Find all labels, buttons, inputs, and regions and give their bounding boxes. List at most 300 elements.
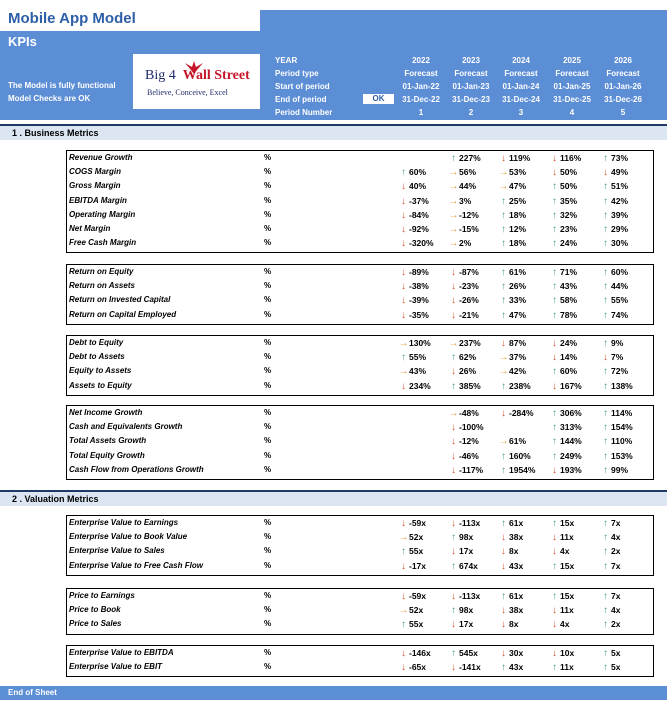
metric-value: 53% xyxy=(509,167,527,177)
trend-down-arrow-icon: ↓ xyxy=(451,518,456,529)
trend-up-arrow-icon: ↑ xyxy=(603,408,608,419)
metric-value: 2% xyxy=(459,238,472,248)
metric-value: 73% xyxy=(611,153,629,163)
trend-up-arrow-icon: ↑ xyxy=(603,281,608,292)
metric-value-cell xyxy=(600,151,650,165)
table-row xyxy=(67,559,653,573)
metric-unit: % xyxy=(264,561,272,570)
metric-value-cell xyxy=(448,350,498,364)
metric-label: Debt to Assets xyxy=(69,352,125,361)
trend-up-arrow-icon: ↑ xyxy=(501,295,506,306)
metric-label: Price to Sales xyxy=(69,619,122,628)
trend-up-arrow-icon: ↑ xyxy=(501,381,506,392)
logo-text-b: Wall Street xyxy=(182,68,250,83)
trend-right-arrow-icon: → xyxy=(498,167,509,178)
metric-value: 56% xyxy=(459,167,477,177)
metric-value-cell xyxy=(549,151,599,165)
trend-up-arrow-icon: ↑ xyxy=(603,451,608,462)
trend-up-arrow-icon: ↑ xyxy=(451,605,456,616)
trend-right-arrow-icon: → xyxy=(448,210,459,221)
trend-up-arrow-icon: ↑ xyxy=(603,605,608,616)
trend-down-arrow-icon: ↓ xyxy=(451,436,456,447)
metric-value-cell xyxy=(600,308,650,322)
trend-up-arrow-icon: ↑ xyxy=(552,224,557,235)
metric-value: 32% xyxy=(560,210,578,220)
metric-unit: % xyxy=(264,465,272,474)
trend-right-arrow-icon: → xyxy=(398,532,409,543)
metric-value: 52x xyxy=(409,605,424,615)
metric-value-cell xyxy=(448,236,498,250)
trend-up-arrow-icon: ↑ xyxy=(603,518,608,529)
trend-down-arrow-icon: ↓ xyxy=(552,381,557,392)
metric-value: 238% xyxy=(509,381,531,391)
metric-value-cell xyxy=(600,236,650,250)
metric-label: Return on Equity xyxy=(69,267,134,276)
metric-value-cell xyxy=(498,308,548,322)
metric-group xyxy=(66,150,654,253)
table-row xyxy=(67,265,653,279)
metric-label: Revenue Growth xyxy=(69,153,133,162)
metric-value: 42% xyxy=(509,366,527,376)
metric-unit: % xyxy=(264,167,272,176)
trend-up-arrow-icon: ↑ xyxy=(501,281,506,292)
table-row xyxy=(67,617,653,631)
trend-down-arrow-icon: ↓ xyxy=(451,451,456,462)
metric-value: -59x xyxy=(409,591,427,601)
metric-label: Net Margin xyxy=(69,224,111,233)
metric-value-cell xyxy=(448,179,498,193)
trend-up-arrow-icon: ↑ xyxy=(603,310,608,321)
trend-up-arrow-icon: ↑ xyxy=(603,196,608,207)
metric-value: 35% xyxy=(560,196,578,206)
metric-value-cell xyxy=(448,516,498,530)
metric-value-cell xyxy=(498,265,548,279)
metric-value-cell xyxy=(398,364,448,378)
trend-up-arrow-icon: ↑ xyxy=(552,591,557,602)
trend-up-arrow-icon: ↑ xyxy=(603,210,608,221)
metric-label: Total Equity Growth xyxy=(69,451,145,460)
metric-value: 8x xyxy=(509,546,519,556)
metric-value-cell xyxy=(398,589,448,603)
trend-down-arrow-icon: ↓ xyxy=(401,561,406,572)
metric-value: 71% xyxy=(560,267,578,277)
trend-up-arrow-icon: ↑ xyxy=(603,238,608,249)
page-title: KPIs xyxy=(8,34,37,49)
metric-value: -35% xyxy=(409,310,429,320)
metric-value-cell xyxy=(498,151,548,165)
metric-value-cell xyxy=(448,449,498,463)
metric-unit: % xyxy=(264,518,272,527)
table-row xyxy=(67,646,653,660)
period-start-cell: 01-Jan-23 xyxy=(452,82,490,91)
metric-value-cell xyxy=(398,646,448,660)
metric-unit: % xyxy=(264,181,272,190)
metric-value-cell xyxy=(549,516,599,530)
metric-unit: % xyxy=(264,662,272,671)
table-row xyxy=(67,208,653,222)
metric-value-cell xyxy=(448,406,498,420)
metric-value: 5x xyxy=(611,662,621,672)
metric-value-cell xyxy=(600,449,650,463)
period-year-cell: 2022 xyxy=(412,56,430,65)
period-header-label: End of period xyxy=(275,95,327,104)
period-start-cell: 01-Jan-26 xyxy=(604,82,642,91)
metric-unit: % xyxy=(264,352,272,361)
trend-down-arrow-icon: ↓ xyxy=(552,352,557,363)
metric-label: COGS Margin xyxy=(69,167,122,176)
metric-value-cell xyxy=(448,463,498,477)
trend-down-arrow-icon: ↓ xyxy=(603,352,608,363)
period-end-cell: 31-Dec-26 xyxy=(604,95,642,104)
metric-unit: % xyxy=(264,422,272,431)
trend-up-arrow-icon: ↑ xyxy=(401,619,406,630)
metric-value-cell xyxy=(498,236,548,250)
trend-up-arrow-icon: ↑ xyxy=(552,436,557,447)
metric-value-cell xyxy=(600,420,650,434)
metric-value: 50% xyxy=(560,167,578,177)
table-row xyxy=(67,336,653,350)
trend-down-arrow-icon: ↓ xyxy=(451,465,456,476)
trend-right-arrow-icon: → xyxy=(398,366,409,377)
metric-value: 55% xyxy=(611,295,629,305)
metric-value: 50% xyxy=(560,181,578,191)
metric-value: -12% xyxy=(459,210,479,220)
trend-right-arrow-icon: → xyxy=(398,338,409,349)
metric-unit: % xyxy=(264,267,272,276)
trend-down-arrow-icon: ↓ xyxy=(451,422,456,433)
trend-down-arrow-icon: ↓ xyxy=(552,153,557,164)
metric-value: 17x xyxy=(459,546,474,556)
table-row xyxy=(67,350,653,364)
period-end-cell: 31-Dec-23 xyxy=(452,95,490,104)
metric-value-cell xyxy=(498,293,548,307)
metric-value-cell xyxy=(498,194,548,208)
trend-down-arrow-icon: ↓ xyxy=(603,167,608,178)
trend-down-arrow-icon: ↓ xyxy=(451,281,456,292)
trend-down-arrow-icon: ↓ xyxy=(451,366,456,377)
metric-value: 114% xyxy=(611,408,633,418)
period-num-cell: 4 xyxy=(569,108,575,117)
trend-up-arrow-icon: ↑ xyxy=(603,648,608,659)
metric-unit: % xyxy=(264,310,272,319)
trend-up-arrow-icon: ↑ xyxy=(501,224,506,235)
metric-value: 49% xyxy=(611,167,629,177)
trend-down-arrow-icon: ↓ xyxy=(451,295,456,306)
period-start-cell: 01-Jan-22 xyxy=(402,82,440,91)
metric-value: 62% xyxy=(459,352,477,362)
trend-up-arrow-icon: ↑ xyxy=(552,518,557,529)
metric-value: 30x xyxy=(509,648,524,658)
metric-value-cell xyxy=(448,420,498,434)
metric-value-cell xyxy=(600,544,650,558)
trend-right-arrow-icon: → xyxy=(448,196,459,207)
metric-value-cell xyxy=(600,559,650,573)
metric-value: 55x xyxy=(409,546,424,556)
trend-up-arrow-icon: ↑ xyxy=(552,366,557,377)
metric-unit: % xyxy=(264,451,272,460)
metric-value-cell xyxy=(498,434,548,448)
section-header xyxy=(0,124,667,140)
metric-value: 18% xyxy=(509,238,527,248)
trend-up-arrow-icon: ↑ xyxy=(603,366,608,377)
metric-value: 144% xyxy=(560,436,582,446)
metric-label: Net Income Growth xyxy=(69,408,143,417)
logo-text-a: Big 4 xyxy=(145,68,176,83)
metric-value-cell xyxy=(549,449,599,463)
metric-value: -100% xyxy=(459,422,484,432)
metric-value: 26% xyxy=(509,281,527,291)
trend-up-arrow-icon: ↑ xyxy=(603,662,608,673)
trend-up-arrow-icon: ↑ xyxy=(501,591,506,602)
trend-up-arrow-icon: ↑ xyxy=(501,465,506,476)
metric-value: 385% xyxy=(459,381,481,391)
metric-value-cell xyxy=(448,265,498,279)
period-end-cell: 31-Dec-25 xyxy=(553,95,591,104)
metric-label: Enterprise Value to Free Cash Flow xyxy=(69,561,203,570)
metric-value: 167% xyxy=(560,381,582,391)
metric-value-cell xyxy=(498,463,548,477)
metric-value-cell xyxy=(448,364,498,378)
metric-label: Cash and Equivalents Growth xyxy=(69,422,183,431)
metric-value: 227% xyxy=(459,153,481,163)
metric-value: 30% xyxy=(611,238,629,248)
metric-value-cell xyxy=(498,559,548,573)
metric-value-cell xyxy=(398,559,448,573)
trend-up-arrow-icon: ↑ xyxy=(401,546,406,557)
metric-value: 98x xyxy=(459,605,474,615)
metric-value-cell xyxy=(600,179,650,193)
trend-down-arrow-icon: ↓ xyxy=(501,619,506,630)
metric-value: 4x xyxy=(560,546,570,556)
metric-value-cell xyxy=(549,544,599,558)
trend-down-arrow-icon: ↓ xyxy=(501,546,506,557)
metric-value: 7% xyxy=(611,352,624,362)
trend-down-arrow-icon: ↓ xyxy=(401,267,406,278)
table-row xyxy=(67,589,653,603)
trend-up-arrow-icon: ↑ xyxy=(552,281,557,292)
metric-value: -39% xyxy=(409,295,429,305)
metric-value-cell xyxy=(448,379,498,393)
metric-unit: % xyxy=(264,196,272,205)
period-end-cell: 31-Dec-22 xyxy=(402,95,440,104)
trend-up-arrow-icon: ↑ xyxy=(603,436,608,447)
metric-value-cell xyxy=(600,617,650,631)
metric-value: 26% xyxy=(459,366,477,376)
footer-label: End of Sheet xyxy=(8,688,57,697)
metric-value: 7x xyxy=(611,518,621,528)
metric-value-cell xyxy=(398,516,448,530)
trend-down-arrow-icon: ↓ xyxy=(501,153,506,164)
metric-value: 306% xyxy=(560,408,582,418)
period-num-cell: 2 xyxy=(468,108,474,117)
metric-value: -21% xyxy=(459,310,479,320)
table-row xyxy=(67,449,653,463)
header-band-right xyxy=(260,10,667,31)
table-row xyxy=(67,308,653,322)
period-header-label: Period type xyxy=(275,69,319,78)
metric-value: 25% xyxy=(509,196,527,206)
metric-label: EBITDA Margin xyxy=(69,196,127,205)
metric-value-cell xyxy=(600,530,650,544)
metric-value: 40% xyxy=(409,181,427,191)
metric-value: 60% xyxy=(409,167,427,177)
metric-value: 14% xyxy=(560,352,578,362)
metric-value-cell xyxy=(498,646,548,660)
trend-down-arrow-icon: ↓ xyxy=(401,310,406,321)
metric-value-cell xyxy=(549,364,599,378)
metric-value-cell xyxy=(498,617,548,631)
metric-value-cell xyxy=(398,530,448,544)
metric-label: Price to Book xyxy=(69,605,121,614)
trend-down-arrow-icon: ↓ xyxy=(401,238,406,249)
metric-value: 61x xyxy=(509,591,524,601)
period-year-cell: 2026 xyxy=(614,56,632,65)
metric-value-cell xyxy=(600,293,650,307)
metric-value-cell xyxy=(398,293,448,307)
metric-value: -17x xyxy=(409,561,427,571)
footer-bar xyxy=(0,686,667,700)
trend-up-arrow-icon: ↑ xyxy=(603,532,608,543)
trend-down-arrow-icon: ↓ xyxy=(451,267,456,278)
trend-down-arrow-icon: ↓ xyxy=(552,338,557,349)
trend-up-arrow-icon: ↑ xyxy=(401,167,406,178)
trend-up-arrow-icon: ↑ xyxy=(552,408,557,419)
period-num-cell: 5 xyxy=(620,108,626,117)
metric-value: 153% xyxy=(611,451,633,461)
period-year-cell: 2025 xyxy=(563,56,581,65)
metric-value: 10x xyxy=(560,648,575,658)
trend-down-arrow-icon: ↓ xyxy=(451,619,456,630)
metric-value-cell xyxy=(398,208,448,222)
metric-value-cell xyxy=(498,222,548,236)
trend-down-arrow-icon: ↓ xyxy=(401,210,406,221)
table-row xyxy=(67,279,653,293)
metric-label: Enterprise Value to EBIT xyxy=(69,662,163,671)
trend-up-arrow-icon: ↑ xyxy=(603,267,608,278)
metric-value: 11x xyxy=(560,605,574,615)
metric-value-cell xyxy=(549,617,599,631)
metric-unit: % xyxy=(264,210,272,219)
metric-value-cell xyxy=(448,293,498,307)
period-type-cell: Forecast xyxy=(404,69,438,78)
metric-value-cell xyxy=(398,544,448,558)
table-row xyxy=(67,406,653,420)
metric-value: 24% xyxy=(560,338,578,348)
metric-value: 2x xyxy=(611,619,621,629)
trend-up-arrow-icon: ↑ xyxy=(603,224,608,235)
status-line-checks: Model Checks are OK xyxy=(8,94,91,103)
metric-value: 8x xyxy=(509,619,519,629)
metric-value-cell xyxy=(600,589,650,603)
metric-value-cell xyxy=(398,308,448,322)
metric-value-cell xyxy=(549,208,599,222)
metric-value: -59x xyxy=(409,518,427,528)
metric-value: 47% xyxy=(509,181,527,191)
metric-value: -117% xyxy=(459,465,484,475)
metric-value: 61x xyxy=(509,518,524,528)
metric-group xyxy=(66,588,654,635)
metric-value-cell xyxy=(448,660,498,674)
metric-value: 98x xyxy=(459,532,474,542)
metric-value-cell xyxy=(498,350,548,364)
metric-value: 4x xyxy=(611,532,621,542)
metric-label: Price to Earnings xyxy=(69,591,135,600)
metric-value: 249% xyxy=(560,451,582,461)
trend-down-arrow-icon: ↓ xyxy=(451,546,456,557)
metric-value: 160% xyxy=(509,451,531,461)
metric-value: 116% xyxy=(560,153,582,163)
metric-value: 1954% xyxy=(509,465,536,475)
trend-down-arrow-icon: ↓ xyxy=(552,532,557,543)
metric-value: 15x xyxy=(560,591,575,601)
metric-value: 545x xyxy=(459,648,478,658)
metric-value: 38x xyxy=(509,605,524,615)
metric-value-cell xyxy=(448,208,498,222)
metric-value-cell xyxy=(549,336,599,350)
metric-value: 78% xyxy=(560,310,578,320)
metric-label: Assets to Equity xyxy=(69,381,132,390)
metric-value-cell xyxy=(498,208,548,222)
metric-value: -38% xyxy=(409,281,429,291)
metric-value: 5x xyxy=(611,648,621,658)
metric-group xyxy=(66,335,654,396)
trend-up-arrow-icon: ↑ xyxy=(552,422,557,433)
metric-label: Enterprise Value to Book Value xyxy=(69,532,188,541)
metric-value: 2x xyxy=(611,546,621,556)
metric-value-cell xyxy=(398,379,448,393)
metric-value-cell xyxy=(498,165,548,179)
status-line-functional: The Model is fully functional xyxy=(8,81,116,90)
metric-value-cell xyxy=(600,350,650,364)
metric-value: 47% xyxy=(509,310,527,320)
metric-value: -320% xyxy=(409,238,434,248)
trend-up-arrow-icon: ↑ xyxy=(501,210,506,221)
table-row xyxy=(67,364,653,378)
metric-value-cell xyxy=(448,603,498,617)
metric-value: 61% xyxy=(509,436,527,446)
metric-value-cell xyxy=(498,589,548,603)
period-type-cell: Forecast xyxy=(504,69,538,78)
metric-unit: % xyxy=(264,338,272,347)
metric-value-cell xyxy=(549,265,599,279)
metric-value-cell xyxy=(600,463,650,477)
metric-value: 4x xyxy=(560,619,570,629)
metric-value: 58% xyxy=(560,295,578,305)
trend-down-arrow-icon: ↓ xyxy=(501,532,506,543)
trend-down-arrow-icon: ↓ xyxy=(401,196,406,207)
table-row xyxy=(67,544,653,558)
trend-right-arrow-icon: → xyxy=(448,167,459,178)
trend-down-arrow-icon: ↓ xyxy=(401,591,406,602)
trend-down-arrow-icon: ↓ xyxy=(552,465,557,476)
metric-value-cell xyxy=(448,530,498,544)
metric-value-cell xyxy=(498,379,548,393)
metric-value-cell xyxy=(600,379,650,393)
metric-value-cell xyxy=(549,379,599,393)
metric-value-cell xyxy=(448,165,498,179)
logo xyxy=(133,54,260,109)
metric-unit: % xyxy=(264,605,272,614)
table-row xyxy=(67,293,653,307)
period-num-cell: 3 xyxy=(518,108,524,117)
metric-value: -84% xyxy=(409,210,429,220)
metric-unit: % xyxy=(264,281,272,290)
trend-down-arrow-icon: ↓ xyxy=(401,295,406,306)
trend-up-arrow-icon: ↑ xyxy=(552,210,557,221)
metric-value-cell xyxy=(549,463,599,477)
metric-value-cell xyxy=(549,350,599,364)
table-row xyxy=(67,516,653,530)
